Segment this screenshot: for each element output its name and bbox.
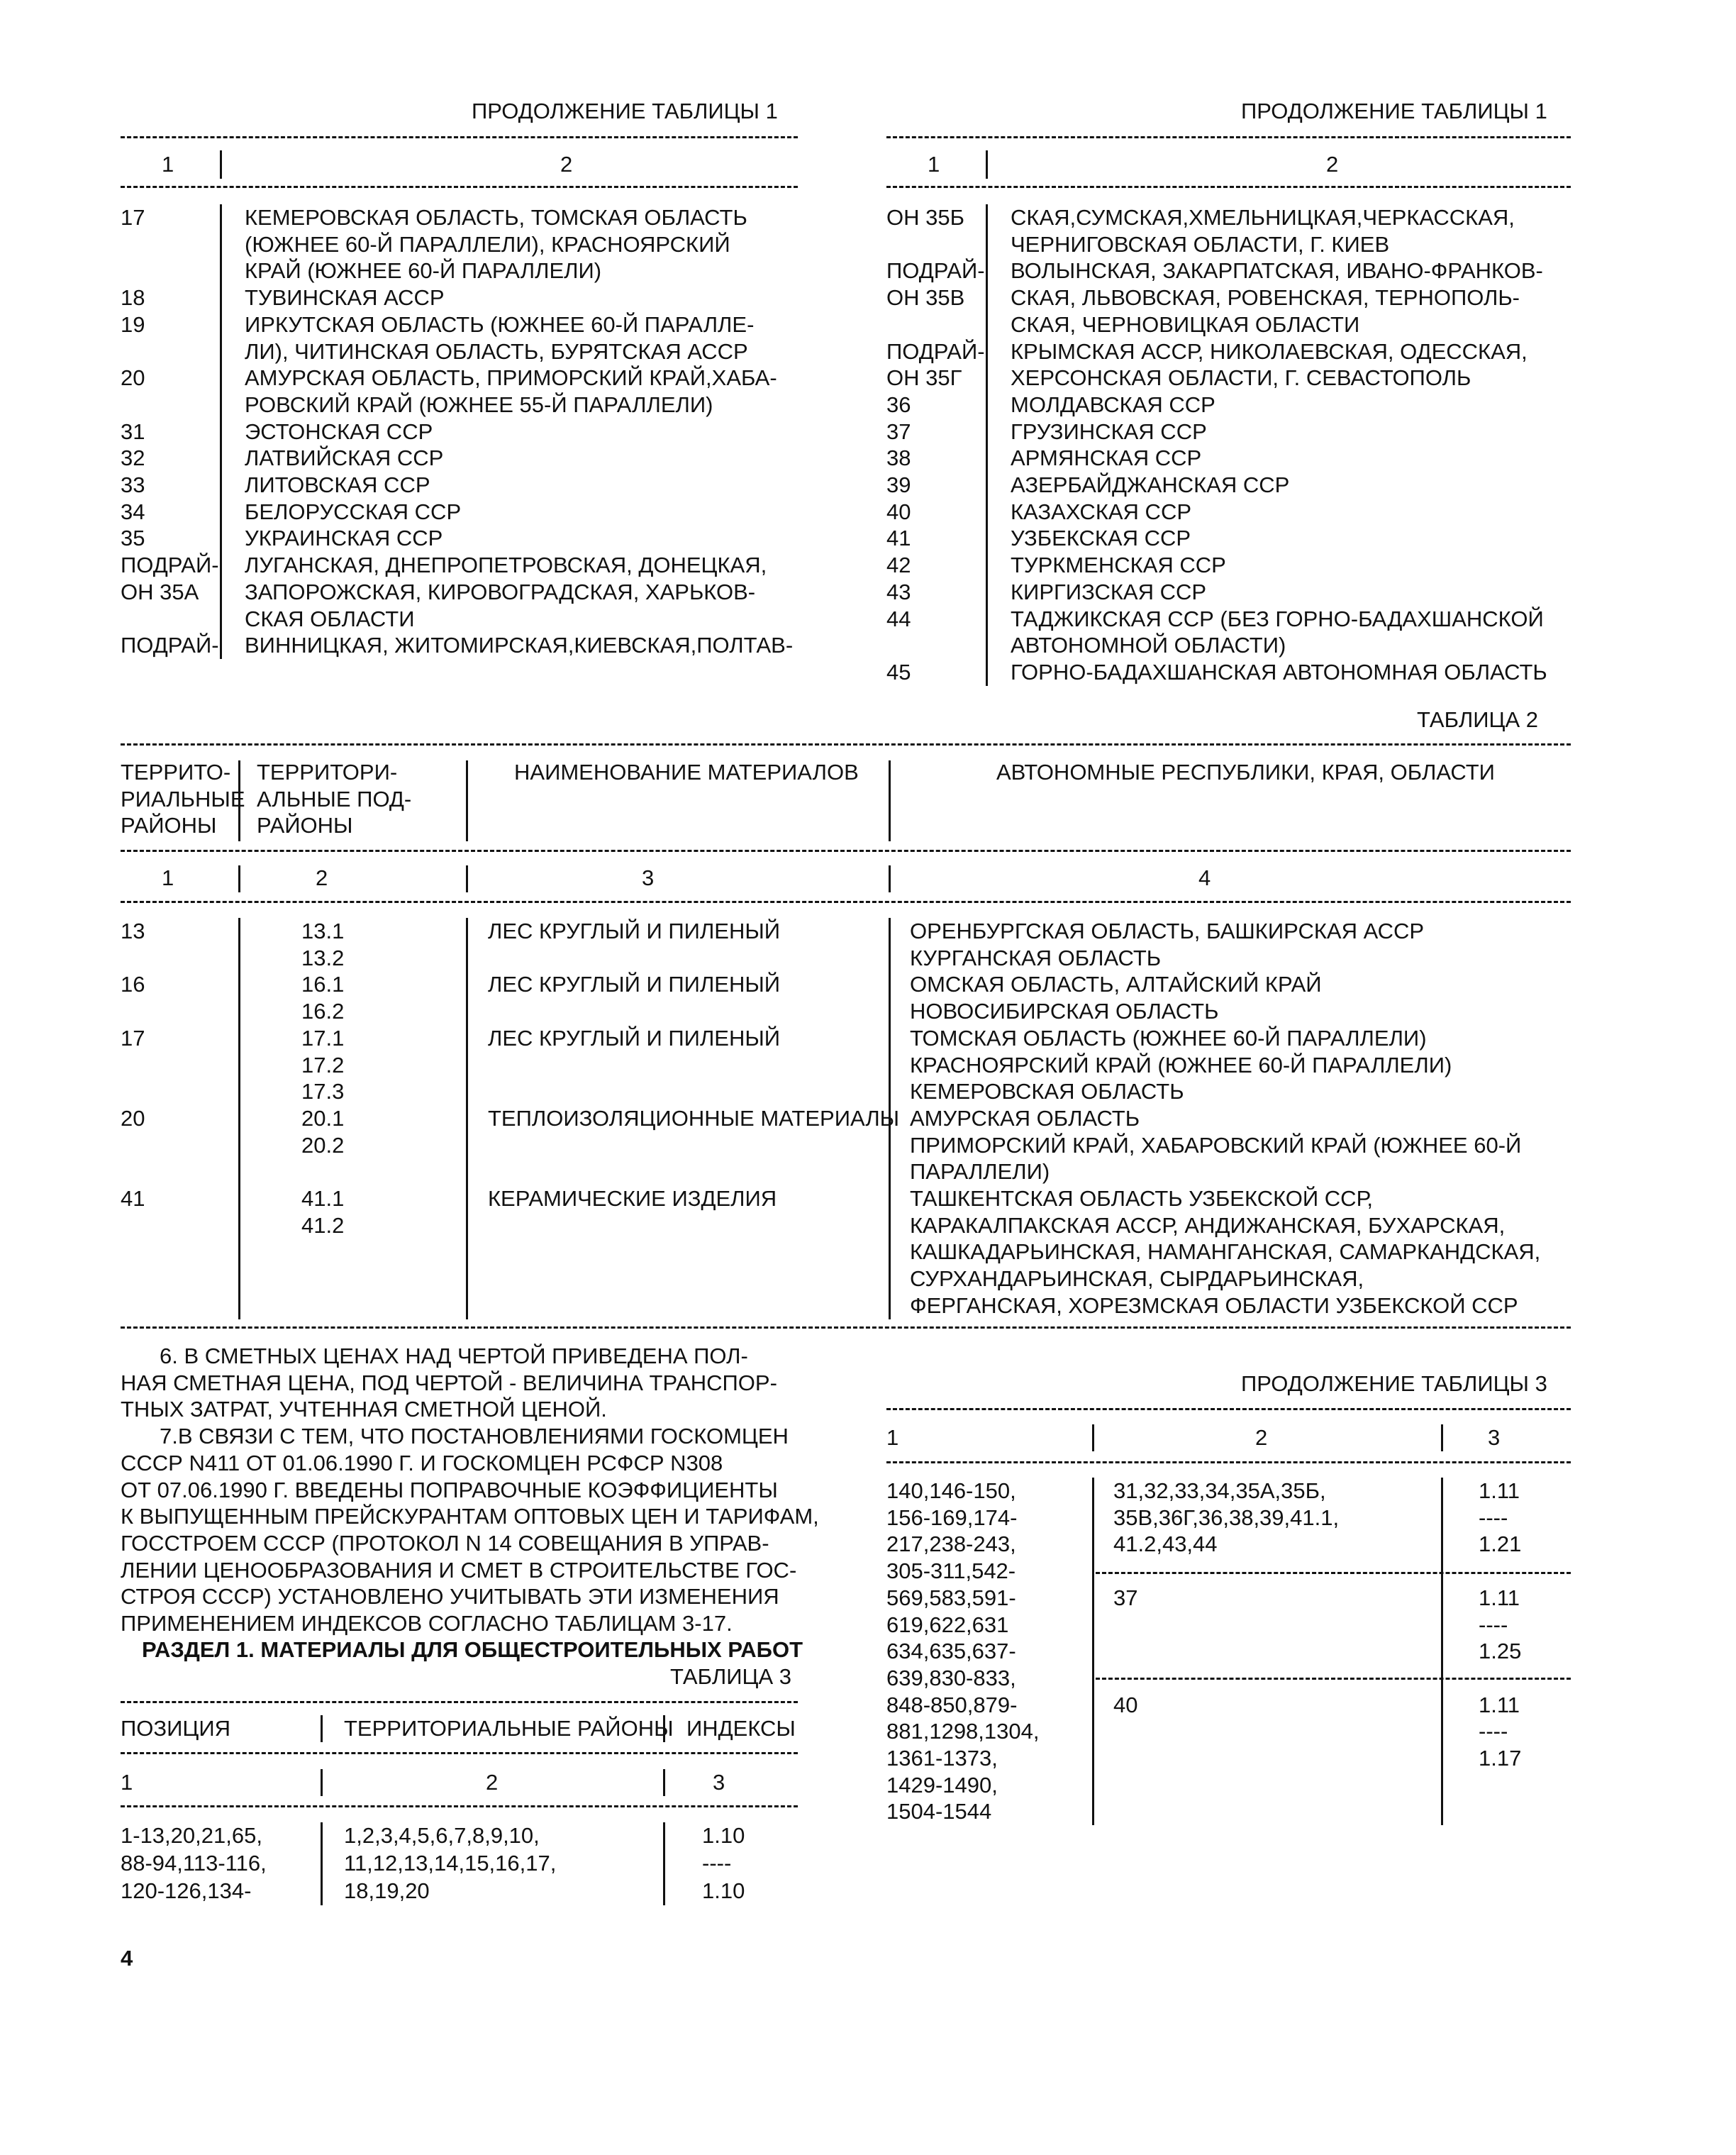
material-name: ЛЕС КРУГЛЫЙ И ПИЛЕНЫЙ [488,1025,781,1051]
row-key: 44 [886,606,911,631]
row-text: КРЫМСКАЯ АССР, НИКОЛАЕВСКАЯ, ОДЕССКАЯ, [1011,338,1528,364]
column-separator [220,204,222,659]
dashed-rule [121,186,798,188]
column-separator [1092,1478,1094,1825]
column-separator [321,1769,323,1796]
column-header: РАЙОНЫ [257,813,353,838]
subregion-code: 13.1 [301,919,345,943]
region-cell: 35В,36Г,36,38,39,41.1, [1113,1505,1340,1530]
column-header: АВТОНОМНЫЕ РЕСПУБЛИКИ, КРАЯ, ОБЛАСТИ [996,760,1495,785]
row-text: СКАЯ ОБЛАСТИ [245,606,415,631]
paragraph-line: ТНЫХ ЗАТРАТ, УЧТЕННАЯ СМЕТНОЙ ЦЕНОЙ. [121,1397,607,1422]
column-separator [238,760,240,841]
dashed-rule [121,1805,798,1807]
region-list: КАШКАДАРЬИНСКАЯ, НАМАНГАНСКАЯ, САМАРКАНДСКАЯ, [910,1239,1541,1265]
column-header: ПОЗИЦИЯ [121,1716,230,1741]
position-cell: 639,830-833, [886,1665,1016,1690]
subregion-code: 17.1 [301,1025,345,1051]
dashed-rule [121,136,798,138]
position-cell: 156-169,174- [886,1505,1018,1530]
position-cell: 619,622,631 [886,1612,1009,1637]
column-separator [889,865,891,892]
dashed-rule [886,136,1571,138]
column-separator [1092,1424,1094,1451]
column-number: 2 [486,1770,499,1795]
paragraph-line: СССР N411 ОТ 01.06.1990 Г. И ГОСКОМЦЕН РСФСР N308 [121,1450,723,1475]
column-number: 2 [316,865,328,890]
row-text: АРМЯНСКАЯ ССР [1011,445,1202,471]
row-key: 19 [121,311,145,337]
column-number: 3 [713,1770,725,1795]
row-text: КРАЙ (ЮЖНЕЕ 60-Й ПАРАЛЛЕЛИ) [245,258,602,284]
region-cell: 41.2,43,44 [1113,1531,1218,1557]
column-separator [986,150,988,179]
row-key: 32 [121,445,145,471]
subregion-code: 17.3 [301,1079,345,1104]
region-list: КУРГАНСКАЯ ОБЛАСТЬ [910,945,1162,970]
index-cell: 1.17 [1479,1746,1522,1771]
section-heading: РАЗДЕЛ 1. МАТЕРИАЛЫ ДЛЯ ОБЩЕСТРОИТЕЛЬНЫХ РАБОТ [142,1637,803,1662]
row-text: ТАДЖИКСКАЯ ССР (БЕЗ ГОРНО-БАДАХШАНСКОЙ [1011,606,1544,631]
row-text: ВИННИЦКАЯ, ЖИТОМИРСКАЯ,КИЕВСКАЯ,ПОЛТАВ- [245,633,794,658]
position-cell: 88-94,113-116, [121,1851,267,1876]
row-key: 39 [886,472,911,497]
dashed-rule [121,1752,798,1754]
position-cell: 305-311,542- [886,1558,1016,1584]
row-key: 43 [886,579,911,604]
region-list: СУРХАНДАРЬИНСКАЯ, СЫРДАРЬИНСКАЯ, [910,1266,1364,1292]
row-key: ОН 35А [121,579,199,604]
paragraph-line: ПРИМЕНЕНИЕМ ИНДЕКСОВ СОГЛАСНО ТАБЛИЦАМ 3-17. [121,1611,733,1636]
column-number: 3 [1488,1425,1501,1450]
region-cell: 18,19,20 [344,1878,430,1903]
index-cell: 1.25 [1479,1639,1522,1664]
subregion-code: 20.1 [301,1105,345,1131]
row-text: МОЛДАВСКАЯ ССР [1011,392,1215,417]
row-text: ГРУЗИНСКАЯ ССР [1011,419,1207,444]
dashed-rule [121,743,1571,746]
row-text: БЕЛОРУССКАЯ ССР [245,499,462,524]
row-text: ЧЕРНИГОВСКАЯ ОБЛАСТИ, Г. КИЕВ [1011,231,1390,257]
row-key: 41 [886,526,911,551]
table-caption: ПРОДОЛЖЕНИЕ ТАБЛИЦЫ 1 [1241,99,1547,123]
region-cell: 11,12,13,14,15,16,17, [344,1851,557,1876]
column-separator [663,1769,665,1796]
column-separator [238,865,240,892]
row-text: ЛИ), ЧИТИНСКАЯ ОБЛАСТЬ, БУРЯТСКАЯ АССР [245,338,748,364]
group-separator [1096,1572,1571,1574]
position-cell: 140,146-150, [886,1478,1016,1503]
position-cell: 569,583,591- [886,1585,1016,1610]
region-list: ТОМСКАЯ ОБЛАСТЬ (ЮЖНЕЕ 60-Й ПАРАЛЛЕЛИ) [910,1025,1427,1051]
index-cell: ---- [1479,1719,1508,1744]
column-header: НАИМЕНОВАНИЕ МАТЕРИАЛОВ [514,760,859,785]
row-text: ЛИТОВСКАЯ ССР [245,472,430,497]
row-text: АЗЕРБАЙДЖАНСКАЯ ССР [1011,472,1290,497]
index-cell: ---- [1479,1612,1508,1637]
paragraph-line: СТРОЯ СССР) УСТАНОВЛЕНО УЧИТЫВАТЬ ЭТИ ИЗМЕНЕНИЯ [121,1584,779,1610]
column-separator [663,1715,665,1742]
row-key: ОН 35Г [886,365,962,391]
column-header: ТЕРРИТО- [121,760,231,785]
region-list: КЕМЕРОВСКАЯ ОБЛАСТЬ [910,1079,1184,1104]
row-key: 16 [121,972,145,997]
row-key: 37 [886,419,911,444]
dashed-rule [886,1461,1571,1463]
paragraph-line: ГОССТРОЕМ СССР (ПРОТОКОЛ N 14 СОВЕЩАНИЯ В УПРАВ- [121,1530,769,1556]
row-key: 31 [121,419,145,444]
row-key: 38 [886,445,911,471]
row-text: СКАЯ, ЧЕРНОВИЦКАЯ ОБЛАСТИ [1011,311,1360,337]
subregion-code: 17.2 [301,1052,345,1078]
region-list: ОМСКАЯ ОБЛАСТЬ, АЛТАЙСКИЙ КРАЙ [910,972,1322,997]
column-separator [889,760,891,841]
row-text: КАЗАХСКАЯ ССР [1011,499,1192,524]
subregion-code: 16.2 [301,999,345,1024]
row-text: ТУВИНСКАЯ АССР [245,285,445,311]
row-text: АВТОНОМНОЙ ОБЛАСТИ) [1011,633,1286,658]
dashed-rule [121,1701,798,1703]
position-cell: 217,238-243, [886,1531,1016,1557]
material-name: ТЕПЛОИЗОЛЯЦИОННЫЕ МАТЕРИАЛЫ [488,1105,900,1131]
subregion-code: 16.1 [301,972,345,997]
row-key: 40 [886,499,911,524]
subregion-code: 41.2 [301,1212,345,1238]
position-cell: 1-13,20,21,65, [121,1823,262,1848]
row-text: ХЕРСОНСКАЯ ОБЛАСТИ, Г. СЕВАСТОПОЛЬ [1011,365,1471,391]
row-key: ПОДРАЙ- [121,553,219,578]
column-separator [321,1715,323,1742]
column-separator [466,865,468,892]
row-text: ЭСТОНСКАЯ ССР [245,419,433,444]
material-name: ЛЕС КРУГЛЫЙ И ПИЛЕНЫЙ [488,972,781,997]
index-cell: 1.21 [1479,1531,1522,1557]
position-cell: 848-850,879- [886,1692,1018,1717]
row-text: ВОЛЫНСКАЯ, ЗАКАРПАТСКАЯ, ИВАНО-ФРАНКОВ- [1011,258,1543,284]
region-list: ПРИМОРСКИЙ КРАЙ, ХАБАРОВСКИЙ КРАЙ (ЮЖНЕЕ 60-Й [910,1132,1522,1158]
table-caption: ПРОДОЛЖЕНИЕ ТАБЛИЦЫ 1 [472,99,778,123]
region-list: ФЕРГАНСКАЯ, ХОРЕЗМСКАЯ ОБЛАСТИ УЗБЕКСКОЙ ССР [910,1292,1518,1318]
row-key: ПОДРАЙ- [121,633,219,658]
dashed-rule [886,1408,1571,1410]
column-number: 1 [121,1770,133,1795]
region-list: НОВОСИБИРСКАЯ ОБЛАСТЬ [910,999,1219,1024]
paragraph-line: 6. В СМЕТНЫХ ЦЕНАХ НАД ЧЕРТОЙ ПРИВЕДЕНА ПОЛ- [160,1344,748,1368]
position-cell: 881,1298,1304, [886,1719,1040,1744]
position-cell: 1504-1544 [886,1799,992,1824]
column-number: 1 [162,865,174,890]
subregion-code: 41.1 [301,1186,345,1211]
row-text: ИРКУТСКАЯ ОБЛАСТЬ (ЮЖНЕЕ 60-Й ПАРАЛЛЕ- [245,311,755,337]
row-key: 36 [886,392,911,417]
region-list: ПАРАЛЛЕЛИ) [910,1159,1050,1185]
row-key: 45 [886,659,911,685]
index-cell: 1.11 [1479,1692,1520,1717]
row-key: ПОДРАЙ- [886,338,985,364]
row-key: 17 [121,1025,145,1051]
column-separator [889,918,891,1319]
column-separator [220,150,222,179]
row-text: ЗАПОРОЖСКАЯ, КИРОВОГРАДСКАЯ, ХАРЬКОВ- [245,579,756,604]
row-text: (ЮЖНЕЕ 60-Й ПАРАЛЛЕЛИ), КРАСНОЯРСКИЙ [245,231,730,257]
column-header: 1 [928,152,940,177]
index-cell: ---- [1479,1505,1508,1530]
row-text: ЛАТВИЙСКАЯ ССР [245,445,444,471]
subregion-code: 20.2 [301,1132,345,1158]
region-list: ОРЕНБУРГСКАЯ ОБЛАСТЬ, БАШКИРСКАЯ АССР [910,919,1425,943]
column-number: 3 [642,865,655,890]
paragraph-line: К ВЫПУЩЕННЫМ ПРЕЙСКУРАНТАМ ОПТОВЫХ ЦЕН И ТАРИФАМ, [121,1504,819,1529]
column-header: ИНДЕКСЫ [686,1716,796,1741]
row-key: 34 [121,499,145,524]
row-key: 17 [121,205,145,230]
row-text: АМУРСКАЯ ОБЛАСТЬ, ПРИМОРСКИЙ КРАЙ,ХАБА- [245,365,777,391]
table-caption: ПРОДОЛЖЕНИЕ ТАБЛИЦЫ 3 [1241,1371,1547,1396]
region-list: ТАШКЕНТСКАЯ ОБЛАСТЬ УЗБЕКСКОЙ ССР, [910,1186,1373,1211]
column-header: 2 [560,152,573,177]
region-cell: 37 [1113,1585,1138,1610]
index-cell: ---- [702,1851,732,1876]
dashed-rule [121,850,1571,852]
row-key: 42 [886,553,911,578]
row-text: УКРАИНСКАЯ ССР [245,526,443,551]
region-cell: 1,2,3,4,5,6,7,8,9,10, [344,1823,540,1848]
column-number: 4 [1198,865,1211,890]
paragraph-line: 7.В СВЯЗИ С ТЕМ, ЧТО ПОСТАНОВЛЕНИЯМИ ГОСКОМЦЕН [160,1424,789,1449]
row-text: РОВСКИЙ КРАЙ (ЮЖНЕЕ 55-Й ПАРАЛЛЕЛИ) [245,392,713,417]
column-header: ТЕРРИТОРИАЛЬНЫЕ РАЙОНЫ [344,1716,674,1741]
row-key: ПОДРАЙ- [886,258,985,284]
row-text: КЕМЕРОВСКАЯ ОБЛАСТЬ, ТОМСКАЯ ОБЛАСТЬ [245,205,747,230]
table-caption: ТАБЛИЦА 3 [670,1664,792,1689]
column-separator [986,204,988,686]
column-separator [238,918,240,1319]
column-header: РИАЛЬНЫЕ [121,786,245,811]
index-cell: 1.11 [1479,1585,1520,1610]
region-cell: 31,32,33,34,35А,35Б, [1113,1478,1326,1503]
row-key: 35 [121,526,145,551]
row-key: ОН 35В [886,285,965,311]
column-separator [321,1822,323,1905]
row-key: 33 [121,472,145,497]
column-header: АЛЬНЫЕ ПОД- [257,786,412,811]
row-key: 18 [121,285,145,311]
column-header: 2 [1326,152,1339,177]
column-header: РАЙОНЫ [121,813,217,838]
region-list: КАРАКАЛПАКСКАЯ АССР, АНДИЖАНСКАЯ, БУХАРСКАЯ, [910,1212,1506,1238]
row-key: 20 [121,365,145,391]
dashed-rule [886,186,1571,188]
region-cell: 40 [1113,1692,1138,1717]
row-key: 13 [121,919,145,943]
row-text: ТУРКМЕНСКАЯ ССР [1011,553,1226,578]
row-text: СКАЯ,СУМСКАЯ,ХМЕЛЬНИЦКАЯ,ЧЕРКАССКАЯ, [1011,205,1515,230]
row-text: УЗБЕКСКАЯ ССР [1011,526,1191,551]
column-header: 1 [162,152,174,177]
row-text: КИРГИЗСКАЯ ССР [1011,579,1207,604]
position-cell: 120-126,134- [121,1878,252,1903]
index-cell: 1.11 [1479,1478,1520,1503]
index-cell: 1.10 [702,1823,745,1848]
column-separator [466,918,468,1319]
region-list: АМУРСКАЯ ОБЛАСТЬ [910,1105,1140,1131]
column-separator [1441,1478,1443,1825]
material-name: ЛЕС КРУГЛЫЙ И ПИЛЕНЫЙ [488,919,781,943]
region-list: КРАСНОЯРСКИЙ КРАЙ (ЮЖНЕЕ 60-Й ПАРАЛЛЕЛИ) [910,1052,1452,1078]
position-cell: 634,635,637- [886,1639,1016,1664]
row-key: 20 [121,1105,145,1131]
column-number: 2 [1255,1425,1268,1450]
column-number: 1 [886,1425,899,1450]
paragraph-line: ОТ 07.06.1990 Г. ВВЕДЕНЫ ПОПРАВОЧНЫЕ КОЭФФИЦИЕНТЫ [121,1477,778,1502]
paragraph-line: НАЯ СМЕТНАЯ ЦЕНА, ПОД ЧЕРТОЙ - ВЕЛИЧИНА ТРАНСПОР- [121,1370,777,1395]
row-text: ЛУГАНСКАЯ, ДНЕПРОПЕТРОВСКАЯ, ДОНЕЦКАЯ, [245,553,767,578]
row-text: ГОРНО-БАДАХШАНСКАЯ АВТОНОМНАЯ ОБЛАСТЬ [1011,659,1547,685]
column-separator [663,1822,665,1905]
column-separator [466,760,468,841]
paragraph-line: ЛЕНИИ ЦЕНООБРАЗОВАНИЯ И СМЕТ В СТРОИТЕЛЬСТВЕ ГОС- [121,1557,797,1583]
position-cell: 1429-1490, [886,1772,998,1797]
column-separator [1441,1424,1443,1451]
table-caption: ТАБЛИЦА 2 [1417,707,1539,732]
row-text: СКАЯ, ЛЬВОВСКАЯ, РОВЕНСКАЯ, ТЕРНОПОЛЬ- [1011,285,1520,311]
dashed-rule [121,901,1571,903]
subregion-code: 13.2 [301,945,345,970]
position-cell: 1361-1373, [886,1746,998,1771]
index-cell: 1.10 [702,1878,745,1903]
page-number: 4 [121,1946,133,1971]
group-separator [1096,1678,1571,1680]
column-header: ТЕРРИТОРИ- [257,760,398,785]
row-key: ОН 35Б [886,205,964,230]
material-name: КЕРАМИЧЕСКИЕ ИЗДЕЛИЯ [488,1186,777,1211]
row-key: 41 [121,1186,145,1211]
dashed-rule [121,1326,1571,1329]
